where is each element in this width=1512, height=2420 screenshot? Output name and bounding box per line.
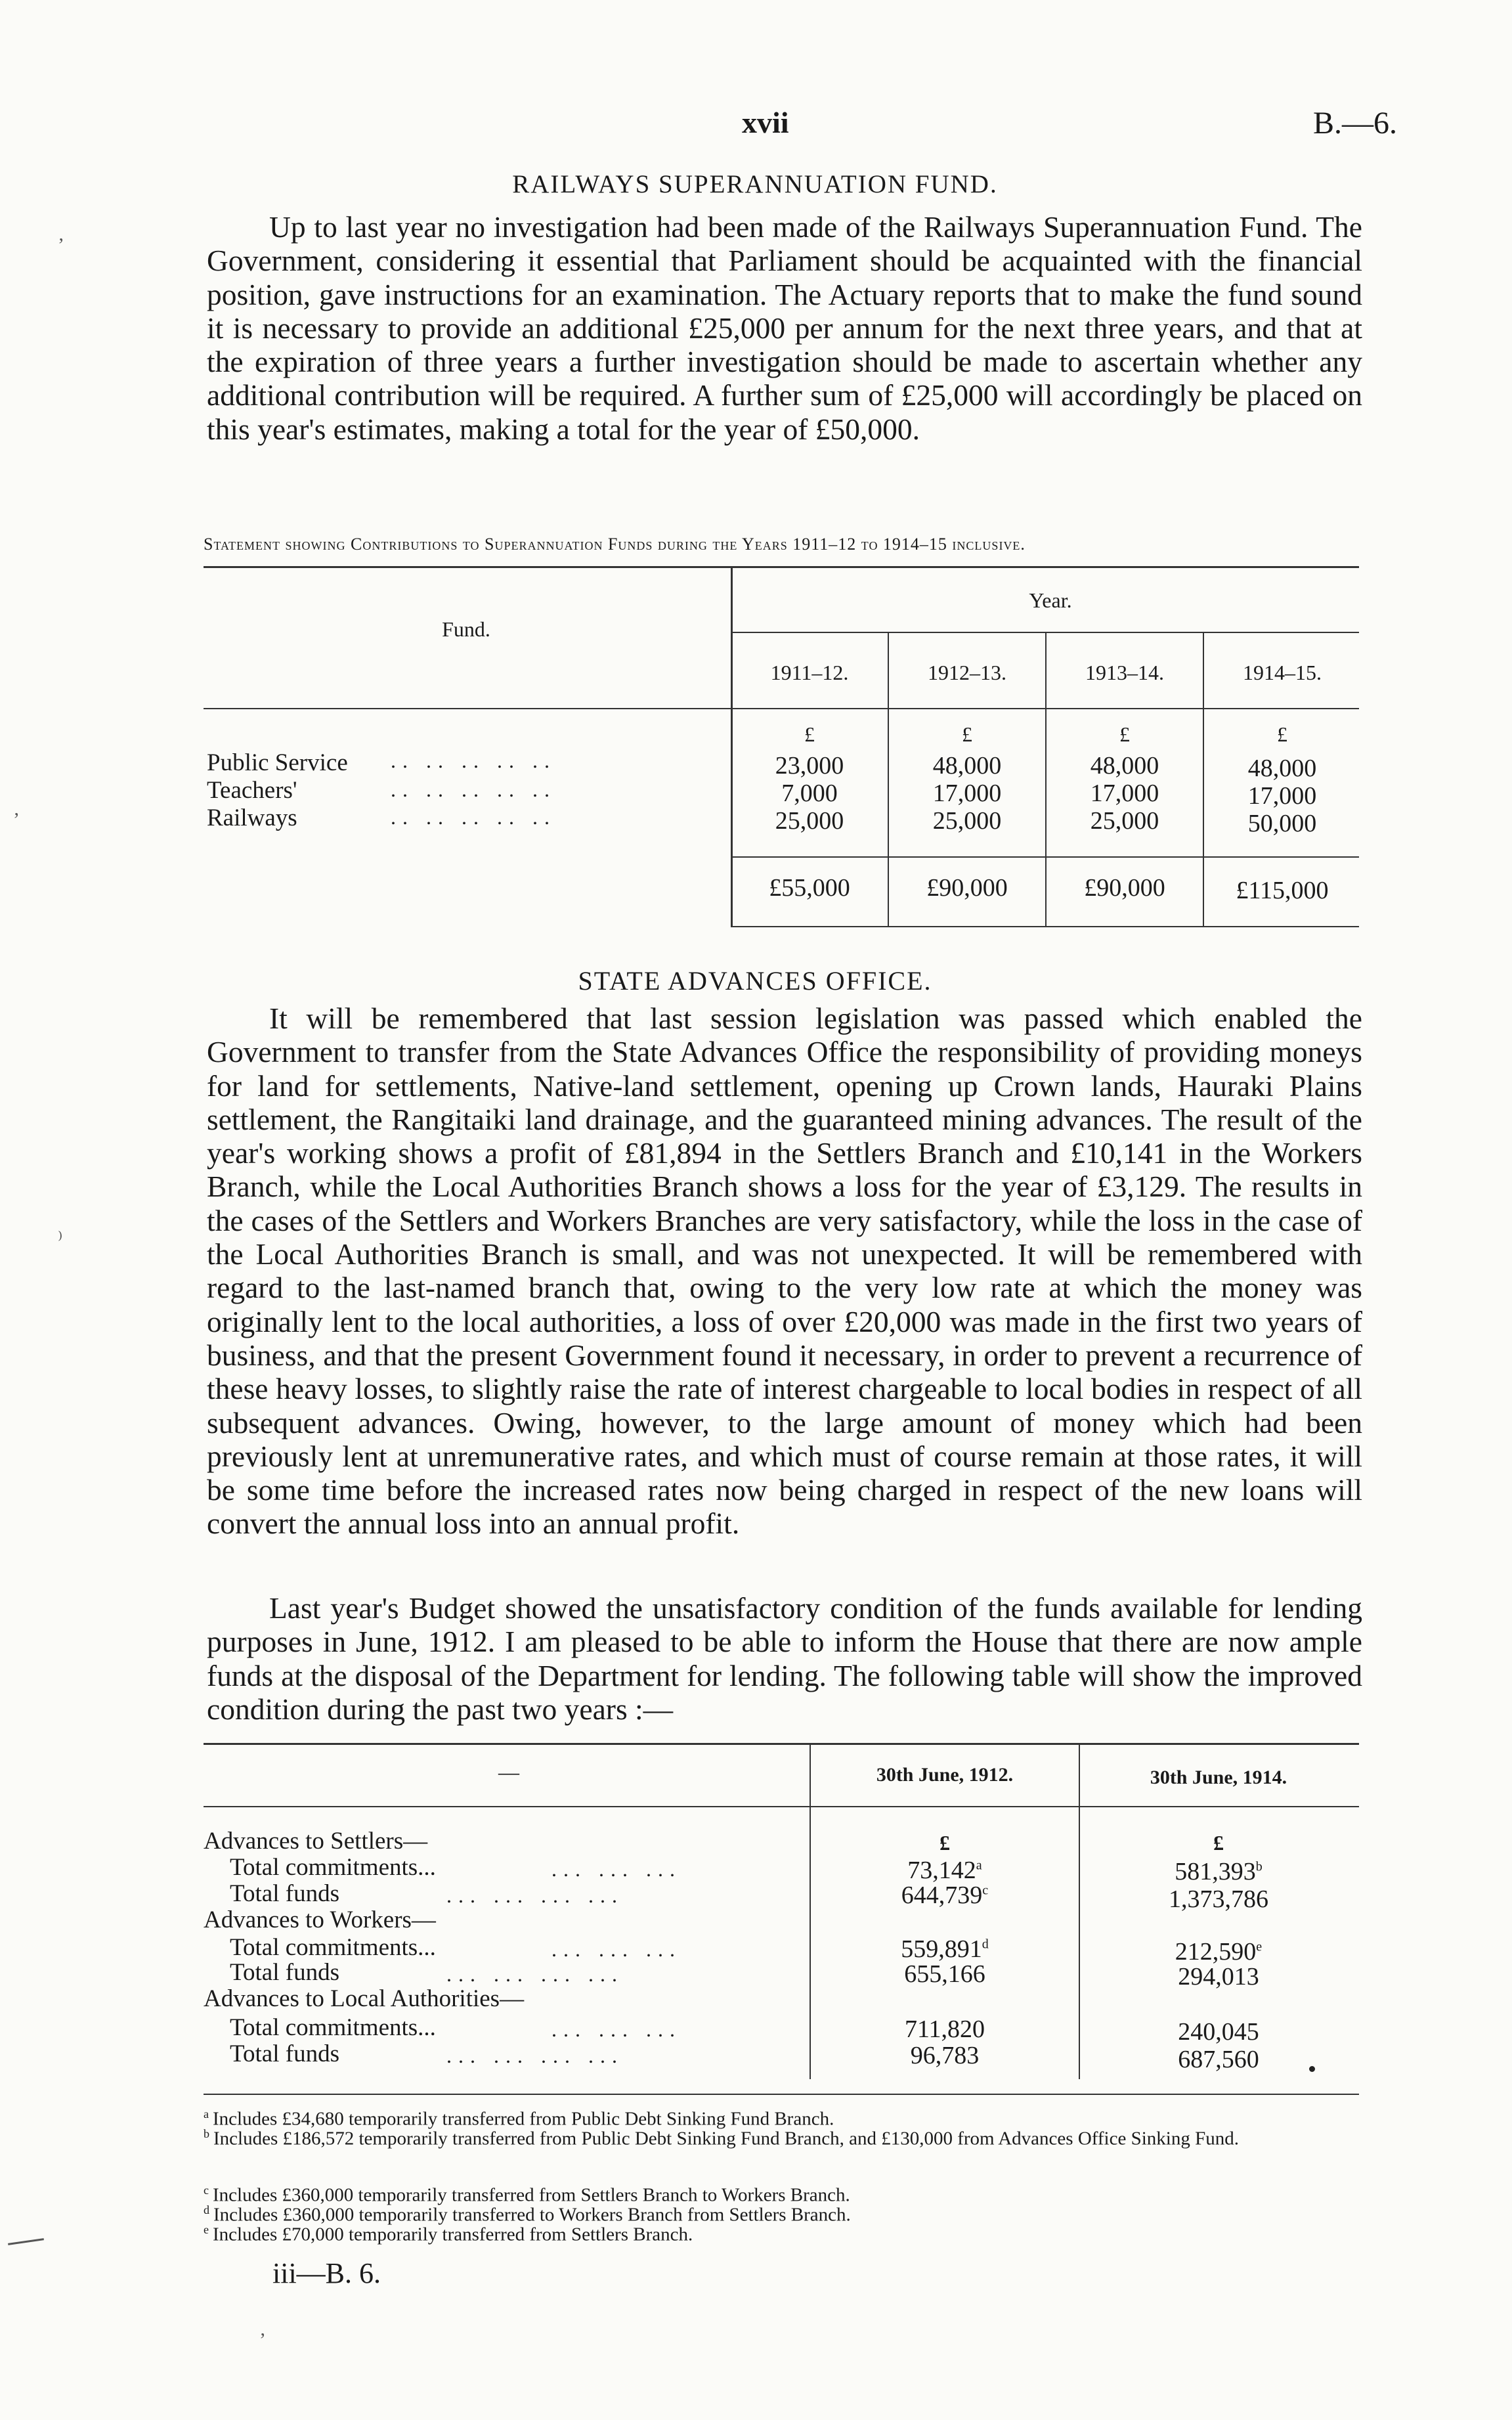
total-cell: £55,000 <box>769 874 850 902</box>
currency-col-1: £ <box>804 722 815 746</box>
signature-mark: iii—B. 6. <box>272 2257 381 2289</box>
row-label: Total funds <box>230 1880 339 1907</box>
contrib-header-rule <box>204 708 1359 709</box>
row-label: Total funds <box>230 1959 339 1986</box>
year-header: Year. <box>1029 588 1072 612</box>
year-1914: 1914–15. <box>1243 661 1322 684</box>
table-cell: 48,000 <box>1247 755 1317 782</box>
table-cell: 559,891$^d$ <box>901 1935 989 1963</box>
contrib-table-caption: Statement showing Contributions to Superannuation Funds during the Years 1911–12 to 1914–15 inclusive. <box>204 535 1026 554</box>
footnote: $^c$ Includes £360,000 temporarily transferred from Settlers Branch to Workers Branch. <box>204 2184 850 2206</box>
group-label: Advances to Settlers— <box>204 1828 428 1855</box>
advances-col-1912: 30th June, 1912. <box>876 1764 1014 1786</box>
table-cell: 711,820 <box>904 2015 985 2043</box>
advances-header-rule <box>204 1806 1359 1807</box>
row-label: Total funds <box>230 2040 339 2067</box>
fund-label: Railways <box>207 804 297 831</box>
report-code: B.—6. <box>1313 106 1398 141</box>
group-label: Advances to Workers— <box>204 1906 436 1933</box>
contrib-table-top-rule <box>204 566 1359 568</box>
margin-scratch <box>8 2238 44 2245</box>
contrib-vrule-2 <box>1045 633 1047 927</box>
table-cell: 655,166 <box>904 1960 985 1988</box>
railways-paragraph: Up to last year no investigation had been made of the Railways Superannuation Fund. The Government, considering it essential that Parliament should be acquainted with the financial position, gave instructions for an examination. The Actuary reports that to make the fund sound it is necessary to provide an additional £25,000 per annum for the next three years, and that at the expiration of three years a further investigation should be made to ascertain whether any additional contribution will be required. A further sum of £25,000 will accordingly be placed on this year's estimates, making a total for the year of £50,000. <box>207 210 1362 446</box>
table-cell: 96,783 <box>910 2042 980 2069</box>
table-cell: 48,000 <box>932 752 1002 780</box>
table-cell: 294,013 <box>1178 1963 1259 1991</box>
table-cell: 212,590e <box>1175 1938 1263 1966</box>
margin-mark: ‚ <box>58 223 64 245</box>
table-cell: 48,000 <box>1090 752 1159 780</box>
state-advances-title: STATE ADVANCES OFFICE. <box>578 966 932 996</box>
footnote: $^b$ Includes £186,572 temporarily transferred from Public Debt Sinking Fund Branch, and £130,000 from Advances Office Sinking Fund. <box>204 2127 1239 2149</box>
margin-mark: ‚ <box>13 798 20 820</box>
footnote: $^a$ Includes £34,680 temporarily transferred from Public Debt Sinking Fund Branch. <box>204 2107 834 2130</box>
table-cell: 581,393$^b$ <box>1175 1858 1263 1885</box>
row-label: Total commitments... <box>230 1934 436 1961</box>
total-cell: £115,000 <box>1236 877 1329 904</box>
table-cell: 23,000 <box>775 752 844 780</box>
advances-col-1914: 30th June, 1914. <box>1150 1767 1287 1788</box>
table-cell: 644,739$^c$ <box>901 1881 989 1909</box>
table-cell: 25,000 <box>932 807 1002 835</box>
row-label: Total commitments... <box>230 2014 436 2041</box>
page-number: xvii <box>742 106 789 139</box>
fund-header: Fund. <box>442 617 490 641</box>
currency-col-4: £ <box>1277 722 1287 746</box>
margin-mark: ⁾ <box>58 1229 63 1250</box>
row-label: Total commitments... <box>230 1854 436 1881</box>
table-cell: 17,000 <box>932 780 1002 807</box>
contrib-vrule-1 <box>888 633 889 927</box>
advances-vrule-1 <box>810 1743 811 2079</box>
table-cell: 1,373,786 <box>1169 1885 1268 1913</box>
total-cell: £90,000 <box>1084 874 1165 902</box>
year-1912: 1912–13. <box>928 661 1006 684</box>
footnote: $^d$ Includes £360,000 temporarily transferred to Workers Branch from Settlers Branch. <box>204 2203 851 2226</box>
table-cell: 50,000 <box>1247 810 1317 837</box>
fund-label: Teachers' <box>207 777 297 804</box>
advances-vrule-2 <box>1079 1743 1080 2079</box>
advances-currency-1: £ <box>940 1831 950 1855</box>
advances-top-rule <box>204 1743 1359 1745</box>
advances-blank-header: — <box>498 1760 519 1784</box>
contrib-vrule-3 <box>1203 633 1204 927</box>
table-cell: 687,560 <box>1178 2046 1259 2073</box>
advances-currency-2: £ <box>1213 1831 1224 1855</box>
table-cell: 7,000 <box>781 780 838 807</box>
footnote: $^e$ Includes £70,000 temporarily transferred from Settlers Branch. <box>204 2223 693 2245</box>
margin-mark: ‚ <box>259 2318 266 2340</box>
ink-dot <box>1309 2066 1315 2072</box>
table-cell: 240,045 <box>1178 2018 1259 2046</box>
railways-section-title: RAILWAYS SUPERANNUATION FUND. <box>512 170 998 198</box>
table-cell: 25,000 <box>775 807 844 835</box>
footnote-rule <box>204 2094 1359 2095</box>
currency-col-2: £ <box>962 722 972 746</box>
table-cell: 17,000 <box>1247 782 1317 810</box>
fund-label: Public Service <box>207 749 348 776</box>
total-cell: £90,000 <box>926 874 1008 902</box>
year-1911: 1911–12. <box>770 661 849 684</box>
state-advances-paragraph-2: Last year's Budget showed the unsatisfactory condition of the funds available for lending purposes in June, 1912. I am pleased to be able to inform the House that there are now ample funds at the disposal of the Department for lending. The following table will show the improved condition during the past two years :— <box>207 1591 1362 1726</box>
table-cell: 17,000 <box>1090 780 1159 807</box>
year-1913: 1913–14. <box>1085 661 1164 684</box>
table-cell: 25,000 <box>1090 807 1159 835</box>
group-label: Advances to Local Authorities— <box>204 1985 525 2012</box>
state-advances-paragraph-1: It will be remembered that last session legislation was passed which enabled the Government to transfer from the State Advances Office the responsibility of providing moneys for land for settlements, Native-land settlement, opening up Crown lands, Hauraki Plains settlement, the Rangitaiki land drainage, and the guaranteed mining advances. The result of the year's working shows a profit of £81,894 in the Settlers Branch and £10,141 in the Workers Branch, while the Local Authorities Branch shows a loss for the year of £3,129. The results in the cases of the Settlers and Workers Branches are very satisfactory, while the loss in the case of the Local Authorities Branch is small, and was not unexpected. It will be remembered with regard to the last-named branch that, owing to the very low rate at which the money was originally lent to the local authorities, a loss of over £20,000 was made in the first two years of business, and that the present Government found it necessary, in order to prevent a recurrence of these heavy losses, to slightly raise the rate of interest chargeable to local bodies in respect of all subsequent advances. Owing, however, to the large amount of money which had been previously lent at unremunerative rates, and which must of course remain at those rates, it will be some time before the increased rates now being charged in respect of the new loans will convert the annual loss into an annual profit. <box>207 1001 1362 1541</box>
currency-col-3: £ <box>1119 722 1130 746</box>
table-cell: 73,142$^a$ <box>907 1857 982 1884</box>
